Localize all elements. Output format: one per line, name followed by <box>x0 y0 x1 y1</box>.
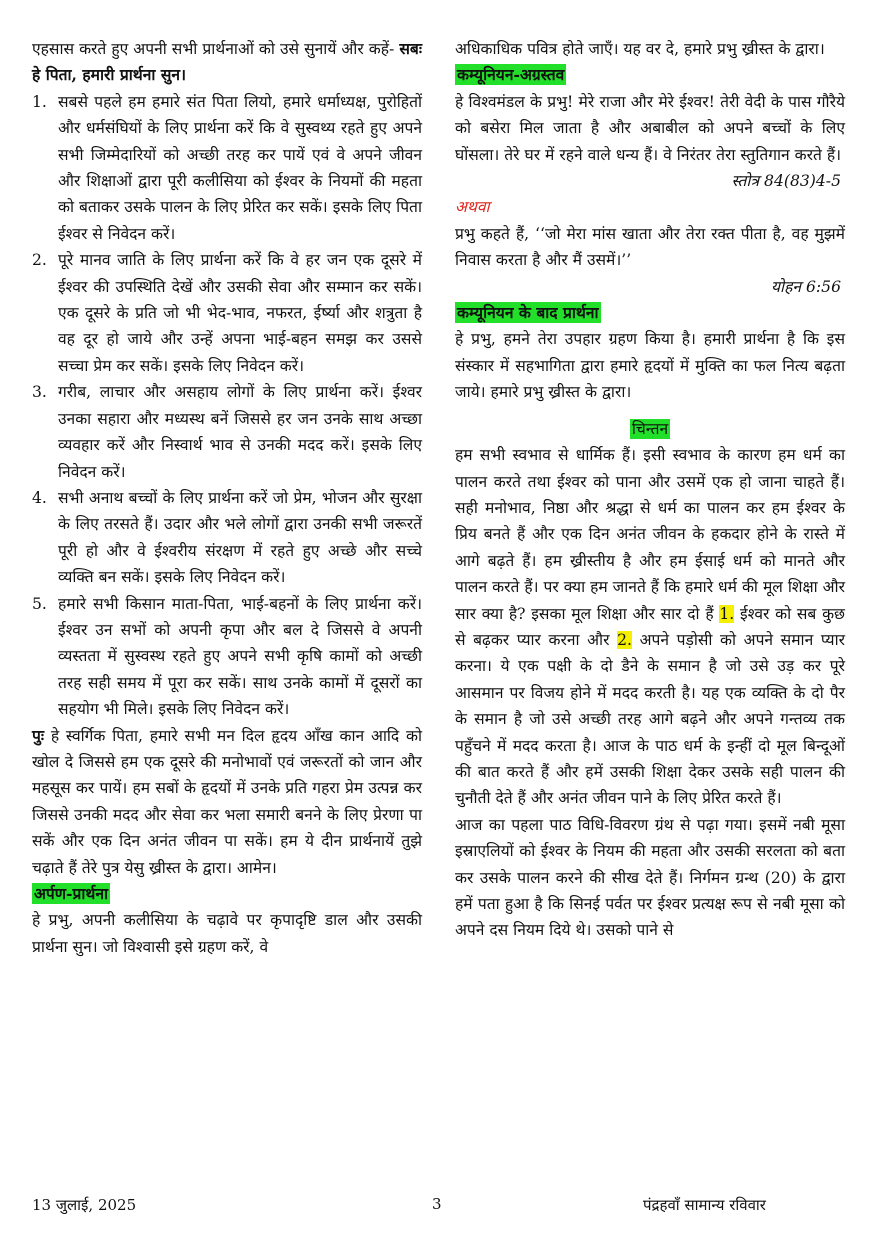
item-number: 4. <box>32 488 47 507</box>
offering-text: हे प्रभु, अपनी कलीसिया के चढ़ावे पर कृपादृष्टि डाल और उसकी प्रार्थना सुन। जो विश्वासी इसे ग्रहण करें, वे <box>32 911 422 956</box>
item-text: गरीब, लाचार और असहाय लोगों के लिए प्रार्थना करें। ईश्वर उनका सहारा और मध्यस्थ बनें जिससे हर जन उनके साथ अच्छा व्यवहार करें और निस्वार्थ भाव से उनकी मदद करें। इसके लिए निवेदन करें। <box>58 383 422 481</box>
item-text: पूरे मानव जाति के लिए प्रार्थना करें कि वे हर जन एक दूसरे में ईश्वर की उपस्थिति देखें और उसकी सेवा और सम्मान कर सकें। एक दूसरे के प्रति जो भी भेद-भाव, नफरत, ईर्ष्या और शत्रुता है वह दूर हो जाये और उन्हें अपना भाई-बहन समझ कर उससे सच्चा प्रेम कर सकें। इसके लिए निवेदन करें। <box>58 251 422 375</box>
communion-antiphon-text: हे विश्वमंडल के प्रभु! मेरे राजा और मेरे ईश्वर! तेरी वेदी के पास गौरैये को बसेरा मिल जाता है और अबाबील को अपने बच्चों के लिए घोंसला। तेरे घर में रहने वाले धन्य हैं। वे निरंतर तेरा स्तुतिगान करते हैं। <box>455 92 845 164</box>
offering-heading: अर्पण-प्रार्थना <box>34 884 109 903</box>
point-one-marker: 1. <box>719 604 735 623</box>
item-number: 3. <box>32 383 47 402</box>
continued-text: अधिकाधिक पवित्र होते जाएँ। यह वर दे, हमारे प्रभु ख्रीस्त के द्वारा। <box>455 40 825 58</box>
alternative-antiphon-text: प्रभु कहते हैं, ‘‘जो मेरा मांस खाता और तेरा रक्त पीता है, वह मुझमें निवास करता है और मैं उसमें।’’ <box>455 224 845 270</box>
reflection-paragraph-1 <box>455 442 845 812</box>
post-communion-heading: कम्यूनियन के बाद प्रार्थना <box>457 303 599 323</box>
communion-antiphon-heading: कम्यूनियन-अग्रस्तव <box>457 65 565 85</box>
page-number: 3 <box>432 1195 442 1213</box>
right-column <box>455 36 845 944</box>
congregation-response: सबः हे पिता, हमारी प्रार्थना सुन। <box>32 39 422 85</box>
left-column <box>32 36 422 960</box>
john-reference: योहन 6:56 <box>771 277 841 296</box>
reflection-text-a: हम सभी स्वभाव से धार्मिक हैं। इसी स्वभाव के कारण हम धर्म का पालन करते तथा ईश्वर को पाना और उसमें एक हो जाना चाहते हैं। सही मनोभाव, निष्ठा और श्रद्धा से धर्म का पालन कर हम ईश्वर के प्रिय बनते हैं और एक दिन अनंत जीवन के हकदार होने के रास्ते में आगे बढ़ते हैं। हम ख्रीस्तीय है और हम ईसाई धर्म को मानते और पालन करते हैं। पर क्या हम जानते हैं कि हमारे धर्म की मूल शिक्षा और सार क्या है? इसका मूल शिक्षा और सार दो हैं <box>455 446 845 623</box>
or-label: अथवा <box>455 198 490 217</box>
priest-label: पुः <box>32 725 45 745</box>
intercession-item <box>32 379 422 485</box>
intro-text: एहसास करते हुए अपनी सभी प्रार्थनाओं को उसे सुनायें और कहें- <box>32 40 395 58</box>
priest-prayer-text: हे स्वर्गिक पिता, हमारे सभी मन दिल हृदय आँख कान आदि को खोल दे जिससे हम एक दूसरे की मनोभावों एवं जरूरतों को जान और महसूस कर पायें। हम सबों के हृदयों में उनके प्रति गहरा प्रेम उत्पन्न कर जिससे उनकी मदद और सेवा कर भला समारी बनने के लिए प्रेरणा पा सकें और एक दिन अनंत जीवन पा सकें। हम ये दीन प्रार्थनायें तुझे चढ़ाते हैं तेरे पुत्र येसु ख्रीस्त के द्वारा। आमेन। <box>32 726 422 877</box>
psalm-reference: स्तोत्र 84(83)4-5 <box>731 172 841 191</box>
item-text: सभी अनाथ बच्चों के लिए प्रार्थना करें जो प्रेम, भोजन और सुरक्षा के लिए तरसते हैं। उदार और भले लोगों द्वारा उनकी सभी जरूरतें पूरी हो और वे ईश्वरीय संरक्षण में रहते हुए अच्छे और सच्चे व्यक्ति बन सकें। इसके लिए निवेदन करें। <box>58 488 422 587</box>
intercession-item <box>32 591 422 723</box>
reflection-text-b: ईश्वर को सब कुछ से बढ़कर प्यार करना और <box>455 604 845 649</box>
intercession-item <box>32 247 422 379</box>
footer-date: 13 जुलाई, 2025 <box>32 1196 137 1214</box>
reflection-paragraph-2: आज का पहला पाठ विधि-विवरण ग्रंथ से पढ़ा गया। इसमें नबी मूसा इस्राएलियों को ईश्वर के नियम की महता और उसकी सरलता को बता कर उसके पालन करने की सीख देते हैं। निर्गमन ग्रन्थ (20) के द्वारा हमें पता हुआ है कि सिनई पर्वत पर ईश्वर प्रत्यक्ष रूप से नबी मूसा को अपने दस नियम दिये थे। उसको पाने से <box>455 815 845 940</box>
item-text: सबसे पहले हम हमारे संत पिता लियो, हमारे धर्माध्यक्ष, पुरोहितों और धर्मसंघियों के लिए प्रार्थना करें कि वे सुस्वथ्य रहते हुए अपने सभी जिम्मेदारियों को अच्छी तरह कर पायें एवं वे अपने जीवन और शिक्षाओं द्वारा पूरी कलीसिया को ईश्वर के नियमों की महता को बताकर उसके पालन के लिए प्रेरित कर सकें। इसके लिए पिता ईश्वर से निवेदन करें। <box>58 92 422 243</box>
item-number: 5. <box>32 594 47 613</box>
post-communion-text: हे प्रभु, हमने तेरा उपहार ग्रहण किया है। हमारी प्रार्थना है कि इस संस्कार में सहभागिता द्वारा हमारे हृदयों में मुक्ति का फल नित्य बढ़ता जाये। हमारे प्रभु ख्रीस्त के द्वारा। <box>455 330 845 402</box>
intercession-item <box>32 485 422 591</box>
priest-prayer <box>32 723 422 881</box>
item-number: 2. <box>32 251 47 270</box>
reflection-text-c: अपने पड़ोसी को अपने समान प्यार करना। ये एक पक्षी के दो डैने के समान है जो उसे उड़ कर पूरे आसमान पर विजय होने में मदद करती है। यह एक व्यक्ति के दो पैर के समान है जो उसे अच्छी तरह आगे बढ़ने और अपने गन्तव्य तक पहुँचने में मदद करता है। आज के पाठ धर्म के इन्हीं दो मूल बिन्दूओं की बात करते हैं और हमें उसकी शिक्षा देकर उसके सही पालन की चुनौती देते हैं और अनंत जीवन पाने के लिए प्रेरित करते हैं। <box>455 630 845 808</box>
item-text: हमारे सभी किसान माता-पिता, भाई-बहनों के लिए प्रार्थना करें। ईश्वर उन सभों को अपनी कृपा और बल दे जिससे वे अपनी व्यस्तता में सुस्वस्थ रहते हुए अपने सभी कृषि कामों को अच्छी तरह सही समय में पूरा कर सकें। साथ उनके कामों में दूसरों का सहयोग भी मिले। इसके लिए निवेदन करें। <box>58 594 422 719</box>
footer-title: पंद्रहवाँ सामान्य रविवार <box>643 1196 766 1214</box>
reflection-heading: चिन्तन <box>631 419 669 438</box>
item-number: 1. <box>32 92 47 111</box>
intro-paragraph <box>32 36 422 89</box>
point-two-marker: 2. <box>617 630 632 649</box>
intercession-item <box>32 89 422 247</box>
